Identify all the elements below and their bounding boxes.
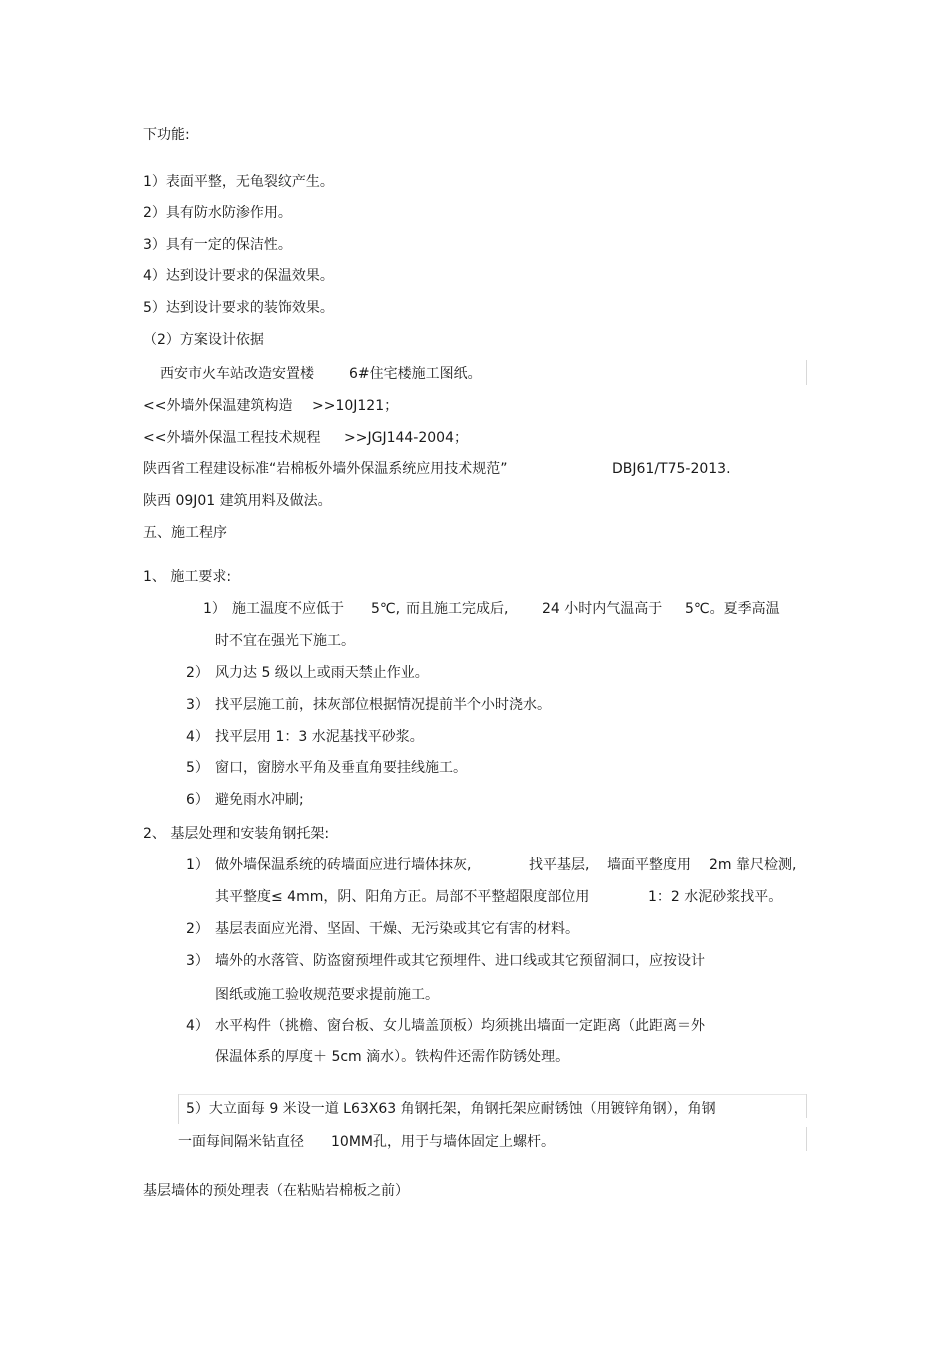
frame-rule: [178, 1094, 806, 1095]
base-item-1-c: 墙面平整度用: [607, 857, 691, 873]
basis-heading: （2）方案设计依据: [143, 332, 264, 348]
req-heading: 1、 施工要求:: [143, 569, 232, 585]
base-heading: 2、 基层处理和安装角钢托架:: [143, 826, 330, 842]
function-item: 3）具有一定的保洁性。: [143, 237, 292, 253]
req-item-1-c: 而且施工完成后,: [406, 601, 509, 617]
basis-shaanxi: 陕西 09J01 建筑用料及做法。: [143, 493, 332, 509]
base-item-1-num: 1）: [186, 857, 209, 873]
base-item-cont: 保温体系的厚度＋ 5cm 滴水）。铁构件还需作防锈处理。: [215, 1049, 570, 1065]
function-item: 2）具有防水防渗作用。: [143, 205, 292, 221]
frame-rule: [178, 1094, 179, 1124]
req-item-1-d: 24 小时内气温高于: [542, 601, 663, 617]
req-item-num: 2）: [186, 665, 209, 681]
base-item-num: 3）: [186, 953, 209, 969]
base-item-text: 基层表面应光滑、坚固、干燥、无污染或其它有害的材料。: [215, 921, 579, 937]
req-item-text: 找平层用 1：3 水泥基找平砂浆。: [215, 729, 424, 745]
req-item-text: 找平层施工前，抹灰部位根据情况提前半个小时浇水。: [215, 697, 551, 713]
req-item-1-e: 5℃。夏季高温: [685, 601, 780, 617]
req-item-num: 5）: [186, 760, 209, 776]
basis-tech-a: <<外墙外保温工程技术规程: [143, 430, 321, 446]
base-item-text: 墙外的水落管、防盗窗预埋件或其它预埋件、进口线或其它预留洞口，应按设计: [215, 953, 705, 969]
req-item-text: 避免雨水冲刷;: [215, 792, 304, 808]
base-item-5-cont-a: 一面每间隔米钻直径: [178, 1134, 304, 1150]
section-heading: 五、施工程序: [143, 525, 227, 541]
function-item: 5）达到设计要求的装饰效果。: [143, 300, 334, 316]
base-item-5: 5）大立面每 9 米设一道 L63X63 角钢托架，角钢托架应耐锈蚀（用镀锌角钢），角钢: [186, 1101, 716, 1117]
req-item-text: 风力达 5 级以上或雨天禁止作业。: [215, 665, 429, 681]
base-item-1-a: 做外墙保温系统的砖墙面应进行墙体抹灰,: [215, 857, 472, 873]
basis-construct-b: >>10J121；: [312, 398, 399, 414]
req-item-num: 6）: [186, 792, 209, 808]
base-item-num: 2）: [186, 921, 209, 937]
basis-construct-a: <<外墙外保温建筑构造: [143, 398, 293, 414]
base-item-text: 水平构件（挑檐、窗台板、女儿墙盖顶板）均须挑出墙面一定距离（此距离＝外: [215, 1018, 705, 1034]
req-item-text: 窗口，窗膀水平角及垂直角要挂线施工。: [215, 760, 467, 776]
req-item-1-a: 施工温度不应低于: [232, 601, 344, 617]
basis-drawings-a: 西安市火车站改造安置楼: [160, 366, 314, 382]
margin-rule: [806, 1127, 807, 1151]
intro-line: 下功能:: [143, 127, 190, 143]
req-item-1-b: 5℃,: [371, 601, 401, 617]
base-item-1-b: 找平基层,: [529, 857, 590, 873]
base-item-1-d: 2m 靠尺检测,: [709, 857, 797, 873]
basis-tech-b: >>JGJ144-2004；: [344, 430, 468, 446]
margin-rule: [806, 1094, 807, 1118]
base-item-1-cont-a: 其平整度≤ 4mm，阴、阳角方正。局部不平整超限度部位用: [215, 889, 590, 905]
basis-provincial-a: 陕西省工程建设标准“岩棉板外墙外保温系统应用技术规范”: [143, 461, 508, 477]
req-item-1-cont: 时不宜在强光下施工。: [215, 633, 355, 649]
req-item-num: 4）: [186, 729, 209, 745]
base-item-num: 4）: [186, 1018, 209, 1034]
base-item-1-cont-b: 1：2 水泥砂浆找平。: [648, 889, 783, 905]
base-item-cont: 图纸或施工验收规范要求提前施工。: [215, 987, 439, 1003]
table-title: 基层墙体的预处理表（在粘贴岩棉板之前）: [143, 1183, 409, 1199]
margin-rule: [806, 360, 807, 385]
function-item: 4）达到设计要求的保温效果。: [143, 268, 334, 284]
basis-provincial-b: DBJ61/T75-2013.: [612, 461, 731, 477]
req-item-num: 3）: [186, 697, 209, 713]
base-item-5-cont-b: 10MM孔，用于与墙体固定上螺杆。: [331, 1134, 555, 1150]
basis-drawings-b: 6#住宅楼施工图纸。: [349, 366, 482, 382]
req-item-1-num: 1）: [203, 601, 226, 617]
function-item: 1）表面平整，无龟裂纹产生。: [143, 174, 334, 190]
